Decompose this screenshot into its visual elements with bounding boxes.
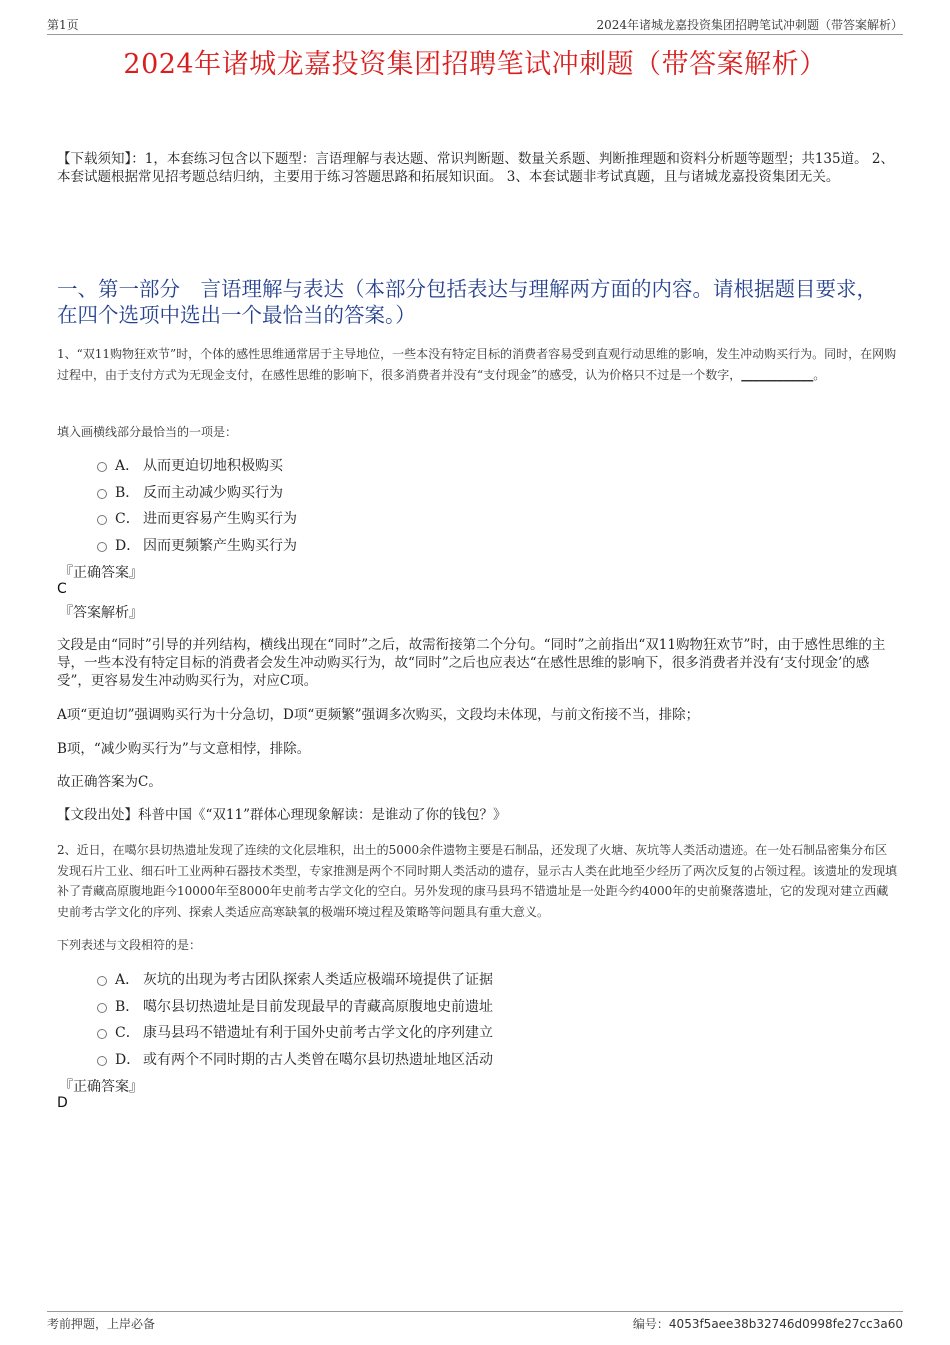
radio-icon[interactable]: [97, 462, 107, 472]
download-notice: 【下载须知】：1，本套练习包含以下题型：言语理解与表达题、常识判断题、数量关系题、判断推理题和资料分析题等题型；共135道。 2、本套试题根据常见招考题总结归纳，主要用于练习答题思路和拓展知识面。 3、本套试题非考试真题，且与诸城龙嘉投资集团无关。: [57, 151, 894, 185]
page-footer: [47, 1311, 903, 1332]
option-c[interactable]: C． 进而更容易产生购买行为: [97, 505, 297, 532]
analysis-paragraph: 故正确答案为C。: [57, 774, 162, 790]
correct-answer: C: [57, 581, 67, 597]
radio-icon[interactable]: [97, 976, 107, 986]
option-a[interactable]: A． 从而更迫切地积极购买: [97, 452, 297, 479]
question-1-prompt: 填入画横线部分最恰当的一项是：: [57, 425, 238, 439]
analysis-paragraph: A项“更迫切”强调购买行为十分急切，D项“更频繁”强调多次购买，文段均未体现，与前文衔接不当，排除；: [57, 707, 700, 723]
source-citation: 【文段出处】科普中国《“双11”群体心理现象解读：是谁动了你的钱包？》: [57, 807, 507, 823]
question-1-text: 1、“双11购物狂欢节”时，个体的感性思维通常居于主导地位，一些本没有特定目标的消费者容易受到直观行动思维的影响，发生冲动购买行为。同时，在网购过程中，由于支付方式为无现金支付，在感性思维的影响下，很多消费者并没有“支付现金”的感受，认为价格只不过是一个数字，____________。: [57, 347, 897, 382]
radio-icon[interactable]: [97, 1056, 107, 1066]
analysis-label: 『答案解析』: [59, 605, 143, 621]
document-title: 2024年诸城龙嘉投资集团招聘笔试冲刺题（带答案解析）: [123, 49, 827, 80]
option-b[interactable]: B． 反而主动减少购买行为: [97, 479, 297, 506]
option-c[interactable]: C． 康马县玛不错遗址有利于国外史前考古学文化的序列建立: [97, 1019, 493, 1046]
running-title: 2024年诸城龙嘉投资集团招聘笔试冲刺题（带答案解析）: [596, 18, 903, 32]
page-header: [47, 14, 903, 35]
radio-icon[interactable]: [97, 1003, 107, 1013]
question-2-prompt: 下列表述与文段相符的是：: [57, 938, 202, 952]
radio-icon[interactable]: [97, 1029, 107, 1039]
analysis-paragraph: B项，“减少购买行为”与文意相悖，排除。: [57, 741, 311, 757]
document-code: 编号：4053f5aee38b32746d0998fe27cc3a60: [632, 1317, 903, 1331]
question-2-options: [97, 966, 493, 1072]
correct-answer-label: 『正确答案』: [59, 565, 143, 581]
radio-icon[interactable]: [97, 489, 107, 499]
correct-answer: D: [57, 1095, 68, 1111]
question-1-options: [97, 452, 297, 558]
radio-icon[interactable]: [97, 542, 107, 552]
option-b[interactable]: B． 噶尔县切热遗址是目前发现最早的青藏高原腹地史前遗址: [97, 993, 493, 1020]
answer-blank: ____________: [741, 367, 814, 382]
option-d[interactable]: D． 因而更频繁产生购买行为: [97, 532, 297, 559]
correct-answer-label: 『正确答案』: [59, 1079, 143, 1095]
footer-slogan: 考前押题，上岸必备: [47, 1317, 156, 1331]
question-2-text: 2、近日，在噶尔县切热遗址发现了连续的文化层堆积，出土的5000余件遗物主要是石制品，还发现了火塘、灰坑等人类活动遗迹。在一处石制品密集分布区发现石片工业、细石叶工业两种石器技术类型，专家推测是两个不同时期人类活动的遗存，显示古人类在此地至少经历了两次反复的占领过程。该遗址的发现填补了青藏高原腹地距今10000年至8000年史前考古学文化的空白。另外发现的康马县玛不错遗址是一处距今约4000年的史前聚落遗址，它的发现对建立西藏史前考古学文化的序列、探索人类适应高寒缺氧的极端环境过程及策略等问题具有重大意义。: [57, 843, 898, 919]
section-title: 一、第一部分 言语理解与表达（本部分包括表达与理解两方面的内容。请根据题目要求，在四个选项中选出一个最恰当的答案。）: [57, 277, 877, 327]
option-a[interactable]: A． 灰坑的出现为考古团队探索人类适应极端环境提供了证据: [97, 966, 493, 993]
page-number: 第1页: [47, 18, 79, 32]
radio-icon[interactable]: [97, 515, 107, 525]
option-d[interactable]: D． 或有两个不同时期的古人类曾在噶尔县切热遗址地区活动: [97, 1046, 493, 1073]
analysis-paragraph: 文段是由“同时”引导的并列结构，横线出现在“同时”之后，故需衔接第二个分句。“同时”之前指出“双11购物狂欢节”时，由于感性思维的主导，一些本没有特定目标的消费者会发生冲动购买行为，故“同时”之后也应表达“在感性思维的影响下，很多消费者并没有‘支付现金’的感受”，更容易发生冲动购买行为，对应C项。: [57, 637, 886, 689]
